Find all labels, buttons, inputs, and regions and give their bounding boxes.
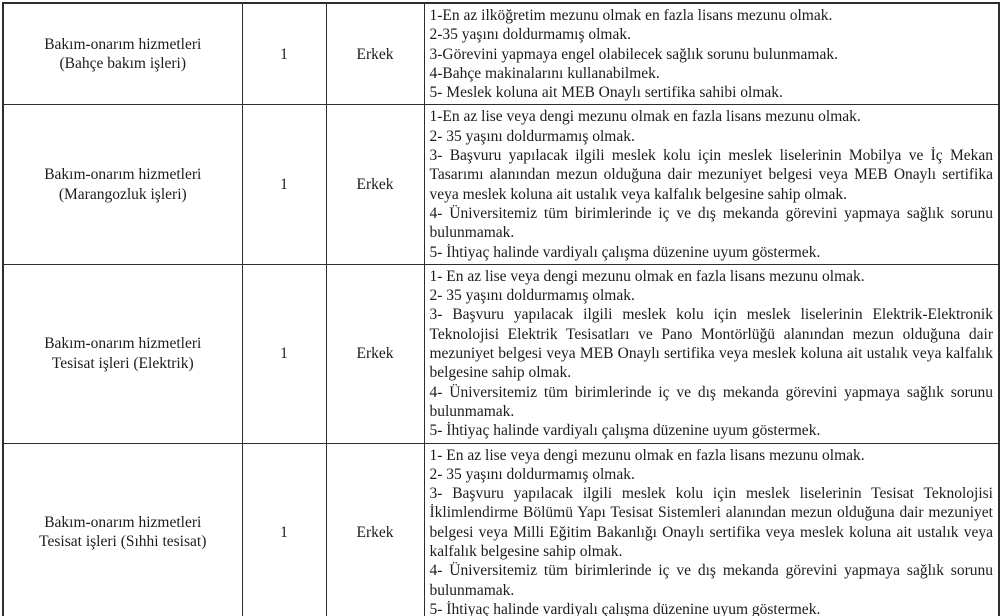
requirement-item: 5- İhtiyaç halinde vardiyalı çalışma düzenine uyum göstermek.: [429, 422, 821, 440]
gender-cell: Erkek: [326, 3, 424, 105]
position-title-line: Bakım-onarım hizmetleri: [44, 335, 202, 353]
requirements-cell: [424, 264, 999, 443]
position-title-line: (Marangozluk işleri): [58, 185, 187, 203]
requirement-item: 3-Görevini yapmaya engel olabilecek sağlık sorunu bulunmamak.: [429, 45, 838, 63]
table-row: [3, 264, 999, 443]
position-count-cell: 1: [242, 3, 326, 105]
table-row: [3, 105, 999, 264]
job-requirements-table: [2, 2, 1000, 616]
table-row: [3, 443, 999, 616]
position-title-cell: [3, 264, 242, 443]
position-title-line: Bakım-onarım hizmetleri: [44, 35, 202, 53]
requirement-item: 3- Başvuru yapılacak ilgili meslek kolu için meslek liselerinin Mobilya ve İç Mekan Tasarımı alanından mezun olduğuna dair mezuniyet belgesi veya MEB Onaylı sertifika veya meslek koluna ait ustalık veya kalfalık belgesine sahip olmak.: [429, 147, 993, 203]
position-title-line: (Bahçe bakım işleri): [59, 55, 187, 73]
requirement-item: 5- İhtiyaç halinde vardiyalı çalışma düzenine uyum göstermek.: [429, 243, 821, 261]
requirement-item: 1- En az lise veya dengi mezunu olmak en fazla lisans mezunu olmak.: [429, 267, 865, 285]
requirement-item: 3- Başvuru yapılacak ilgili meslek kolu için meslek liselerinin Tesisat Teknolojisi İklimlendirme Bölümü Yapı Tesisat Sistemleri alanından mezun olduğuna dair mezuniyet belgesi veya Milli Eğitim Bakanlığı Onaylı sertifika veya meslek koluna ait ustalık veya kalfalık belgesine sahip olmak.: [429, 485, 993, 561]
requirement-item: 2- 35 yaşını doldurmamış olmak.: [429, 465, 635, 483]
requirement-item: 4-Bahçe makinalarını kullanabilmek.: [429, 64, 660, 82]
gender-cell: Erkek: [326, 443, 424, 616]
requirements-cell: [424, 105, 999, 264]
gender-cell: Erkek: [326, 105, 424, 264]
requirement-item: 5- Meslek koluna ait MEB Onaylı sertifika sahibi olmak.: [429, 84, 783, 102]
requirements-cell: [424, 3, 999, 105]
requirement-item: 4- Üniversitemiz tüm birimlerinde iç ve dış mekanda görevini yapmaya sağlık sorunu bulunmamak.: [429, 383, 993, 420]
position-title-line: Bakım-onarım hizmetleri: [44, 166, 202, 184]
position-title-line: Tesisat işleri (Sıhhi tesisat): [39, 533, 207, 551]
position-title-line: Tesisat işleri (Elektrik): [51, 354, 194, 372]
gender-cell: Erkek: [326, 264, 424, 443]
requirement-item: 1-En az ilköğretim mezunu olmak en fazla lisans mezunu olmak.: [429, 7, 833, 24]
position-count-cell: 1: [242, 264, 326, 443]
requirement-item: 3- Başvuru yapılacak ilgili meslek kolu için meslek liselerinin Elektrik-Elektronik Teknolojisi Elektrik Tesisatları ve Pano Montörlüğü alanından mezun olduğuna dair mezuniyet belgesi veya MEB Onaylı sertifika veya meslek koluna ait ustalık veya kalfalık belgesine sahip olmak.: [429, 306, 993, 382]
requirement-item: 2-35 yaşını doldurmamış olmak.: [429, 26, 631, 44]
requirement-item: 4- Üniversitemiz tüm birimlerinde iç ve dış mekanda görevini yapmaya sağlık sorunu bulunmamak.: [429, 562, 993, 599]
requirement-item: 1- En az lise veya dengi mezunu olmak en fazla lisans mezunu olmak.: [429, 446, 865, 464]
requirement-item: 4- Üniversitemiz tüm birimlerinde iç ve dış mekanda görevini yapmaya sağlık sorunu bulunmamak.: [429, 204, 993, 242]
requirements-cell: [424, 443, 999, 616]
table-row: [3, 3, 999, 105]
requirement-item: 2- 35 yaşını doldurmamış olmak.: [429, 127, 635, 145]
position-title-line: Bakım-onarım hizmetleri: [44, 514, 202, 532]
position-title-cell: [3, 3, 242, 105]
requirement-item: 2- 35 yaşını doldurmamış olmak.: [429, 287, 635, 305]
position-title-cell: [3, 443, 242, 616]
position-count-cell: 1: [242, 105, 326, 264]
position-count-cell: 1: [242, 443, 326, 616]
requirement-item: 1-En az lise veya dengi mezunu olmak en fazla lisans mezunu olmak.: [429, 108, 861, 126]
position-title-cell: [3, 105, 242, 264]
requirement-item: 5- İhtiyaç halinde vardiyalı çalışma düzenine uyum göstermek.: [429, 600, 821, 616]
